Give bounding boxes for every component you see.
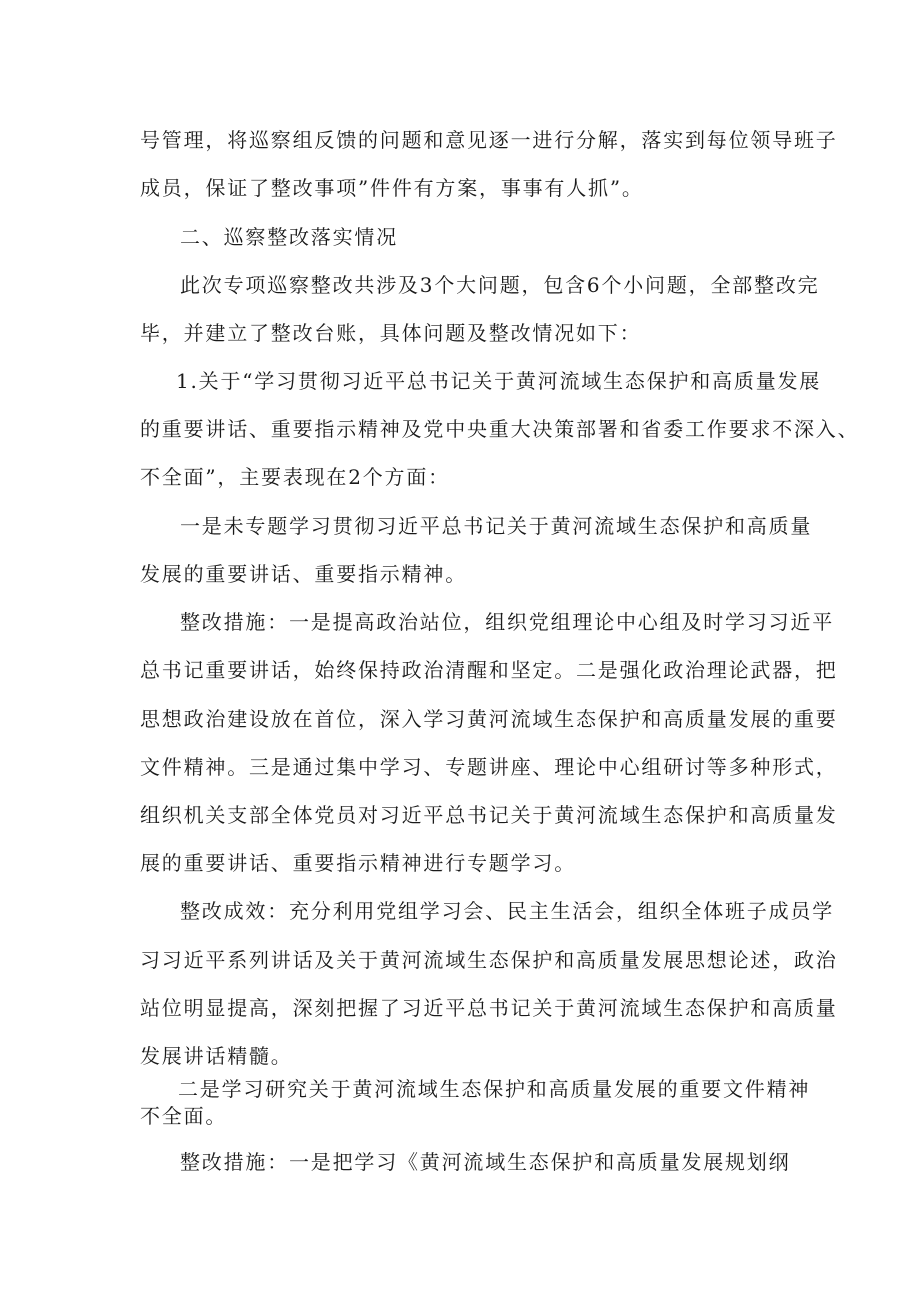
text-line: 文件精神。三是通过集中学习、专题讲座、理论中心组研讨等多种形式，: [140, 755, 838, 779]
text-line: 的重要讲话、重要指示精神及党中央重大决策部署和省委工作要求不深入、: [140, 417, 860, 441]
text-line: 此次专项巡察整改共涉及3个大问题，包含6个小问题，全部整改完: [180, 273, 820, 297]
text-line: 总书记重要讲话，始终保持政治清醒和坚定。二是强化政治理论武器，把: [140, 658, 838, 682]
text-line: 不全面。: [140, 1104, 228, 1128]
section-heading: 二、巡察整改落实情况: [180, 225, 398, 249]
text-line: 二是学习研究关于黄河流域生态保护和高质量发展的重要文件精神: [178, 1077, 811, 1101]
text-line: 整改措施：一是把学习《黄河流域生态保护和高质量发展规划纲: [180, 1150, 791, 1174]
text-line: 站位明显提高，深刻把握了习近平总书记关于黄河流域生态保护和高质量: [140, 996, 838, 1020]
text-line: 整改措施：一是提高政治站位，组织党组理论中心组及时学习习近平: [180, 610, 834, 634]
text-line: 习习近平系列讲话及关于黄河流域生态保护和高质量发展思想论述，政治: [140, 948, 838, 972]
text-line: 展的重要讲话、重要指示精神进行专题学习。: [140, 851, 576, 875]
text-line: 不全面”，主要表现在2个方面：: [140, 465, 450, 489]
text-line: 毕，并建立了整改台账，具体问题及整改情况如下：: [140, 321, 642, 345]
text-line: 发展的重要讲话、重要指示精神。: [140, 562, 467, 586]
text-line: 成员，保证了整改事项”件件有方案，事事有人抓”。: [140, 176, 644, 200]
text-line: 整改成效：充分利用党组学习会、民主生活会，组织全体班子成员学: [180, 899, 834, 923]
text-line: 思想政治建设放在首位，深入学习黄河流域生态保护和高质量发展的重要: [140, 707, 838, 731]
text-line: 1.关于“学习贯彻习近平总书记关于黄河流域生态保护和高质量发展: [176, 369, 822, 393]
text-line: 组织机关支部全体党员对习近平总书记关于黄河流域生态保护和高质量发: [140, 803, 838, 827]
text-line: 号管理，将巡察组反馈的问题和意见逐一进行分解，落实到每位领导班子: [140, 128, 838, 152]
text-line: 一是未专题学习贯彻习近平总书记关于黄河流域生态保护和高质量: [180, 514, 813, 538]
text-line: 发展讲话精髓。: [140, 1044, 293, 1068]
